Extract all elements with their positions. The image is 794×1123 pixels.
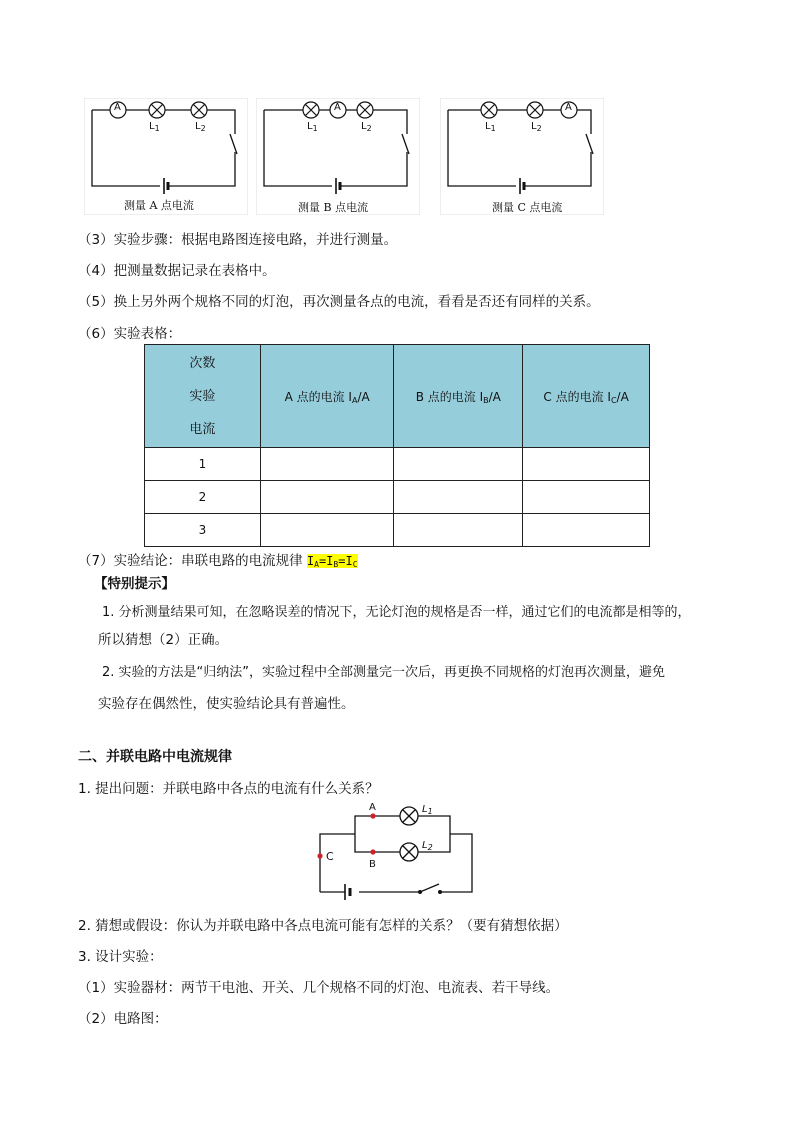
ammeter-label: A [565,102,572,113]
series-circuit-c [440,98,604,215]
table-row [145,514,650,547]
lamp-l1-label: $L_1$ [307,121,318,133]
series-circuit-b-diagram [256,98,420,215]
tip-p2-line2: 实验存在偶然性，使实验结论具有普遍性。 [98,696,355,712]
ammeter-label: A [114,102,121,113]
series-circuit-c-diagram [440,98,604,215]
circuit-caption: 测量 B 点电流 [298,201,369,214]
lamp-l2-label: $L_2$ [195,121,206,133]
lamp-l1-label: $L_1$ [485,121,496,133]
row-index: 1 [145,448,261,481]
cell-a[interactable] [260,514,394,547]
tip-p1-line2: 所以猜想（2）正确。 [98,632,229,648]
question-1: 1. 提出问题：并联电路中各点的电流有什么关系？ [78,781,379,797]
table-row [145,481,650,514]
row-index: 2 [145,481,261,514]
circuit-caption: 测量 C 点电流 [492,201,563,214]
cell-c[interactable] [523,514,650,547]
cell-b[interactable] [394,481,523,514]
cell-a[interactable] [260,448,394,481]
series-circuit-b [256,98,420,215]
cell-c[interactable] [523,481,650,514]
node-a-label: A [369,802,376,813]
question-3-2: （2）电路图： [78,1011,168,1027]
question-3: 3. 设计实验： [78,949,163,965]
lamp-l2-label: $L_2$ [422,840,433,852]
corner-label-experiment: 实验 [189,388,216,404]
col-header-c: C 点的电流 $I_C/A$ [523,345,650,448]
conclusion-formula: $I_A=I_B=I_C$ [306,554,358,569]
lamp-l2-label: $L_2$ [531,121,542,133]
ammeter-label: A [334,102,341,113]
experiment-table [144,344,650,547]
tip-p2-line1: 2. 实验的方法是“归纳法”，实验过程中全部测量完一次后，再更换不同规格的灯泡再次测量，避免 [102,665,666,680]
step-6: （6）实验表格： [78,326,182,342]
corner-label-times: 次数 [189,355,216,371]
circuit-caption: 测量 A 点电流 [124,199,194,212]
lamp-l1-label: $L_1$ [422,804,433,816]
row-index: 3 [145,514,261,547]
question-3-1: （1）实验器材：两节干电池、开关、几个规格不同的灯泡、电流表、若干导线。 [78,980,560,996]
node-b-label: B [369,859,376,870]
table-corner-cell [145,345,261,448]
series-circuit-a [84,98,248,215]
tip-p1-line1: 1. 分析测量结果可知，在忽略误差的情况下，无论灯泡的规格是否一样，通过它们的电流都是相等的， [102,605,691,620]
cell-a[interactable] [260,481,394,514]
section2-heading: 二、并联电路中电流规律 [78,749,232,765]
col-header-a: A 点的电流 $I_A/A$ [260,345,394,448]
step-4: （4）把测量数据记录在表格中。 [78,263,276,279]
table-header-row [145,345,650,448]
cell-b[interactable] [394,448,523,481]
conclusion-label: （7）实验结论：串联电路的电流规律 [78,553,303,569]
table-row [145,448,650,481]
question-2: 2. 猜想或假设：你认为并联电路中各点电流可能有怎样的关系？（要有猜想依据） [78,918,568,934]
lamp-l1-label: $L_1$ [149,121,160,133]
col-header-b: B 点的电流 $I_B/A$ [394,345,523,448]
step-5: （5）换上另外两个规格不同的灯泡，再次测量各点的电流，看看是否还有同样的关系。 [78,294,600,310]
step-3: （3）实验步骤：根据电路图连接电路，并进行测量。 [78,232,398,248]
cell-b[interactable] [394,514,523,547]
node-c-label: C [326,850,334,863]
conclusion [78,549,358,569]
lamp-l2-label: $L_2$ [361,121,372,133]
cell-c[interactable] [523,448,650,481]
corner-label-current: 电流 [189,421,216,437]
parallel-circuit [312,802,482,902]
parallel-circuit-diagram [312,806,482,902]
tip-title: 【特别提示】 [94,576,175,592]
